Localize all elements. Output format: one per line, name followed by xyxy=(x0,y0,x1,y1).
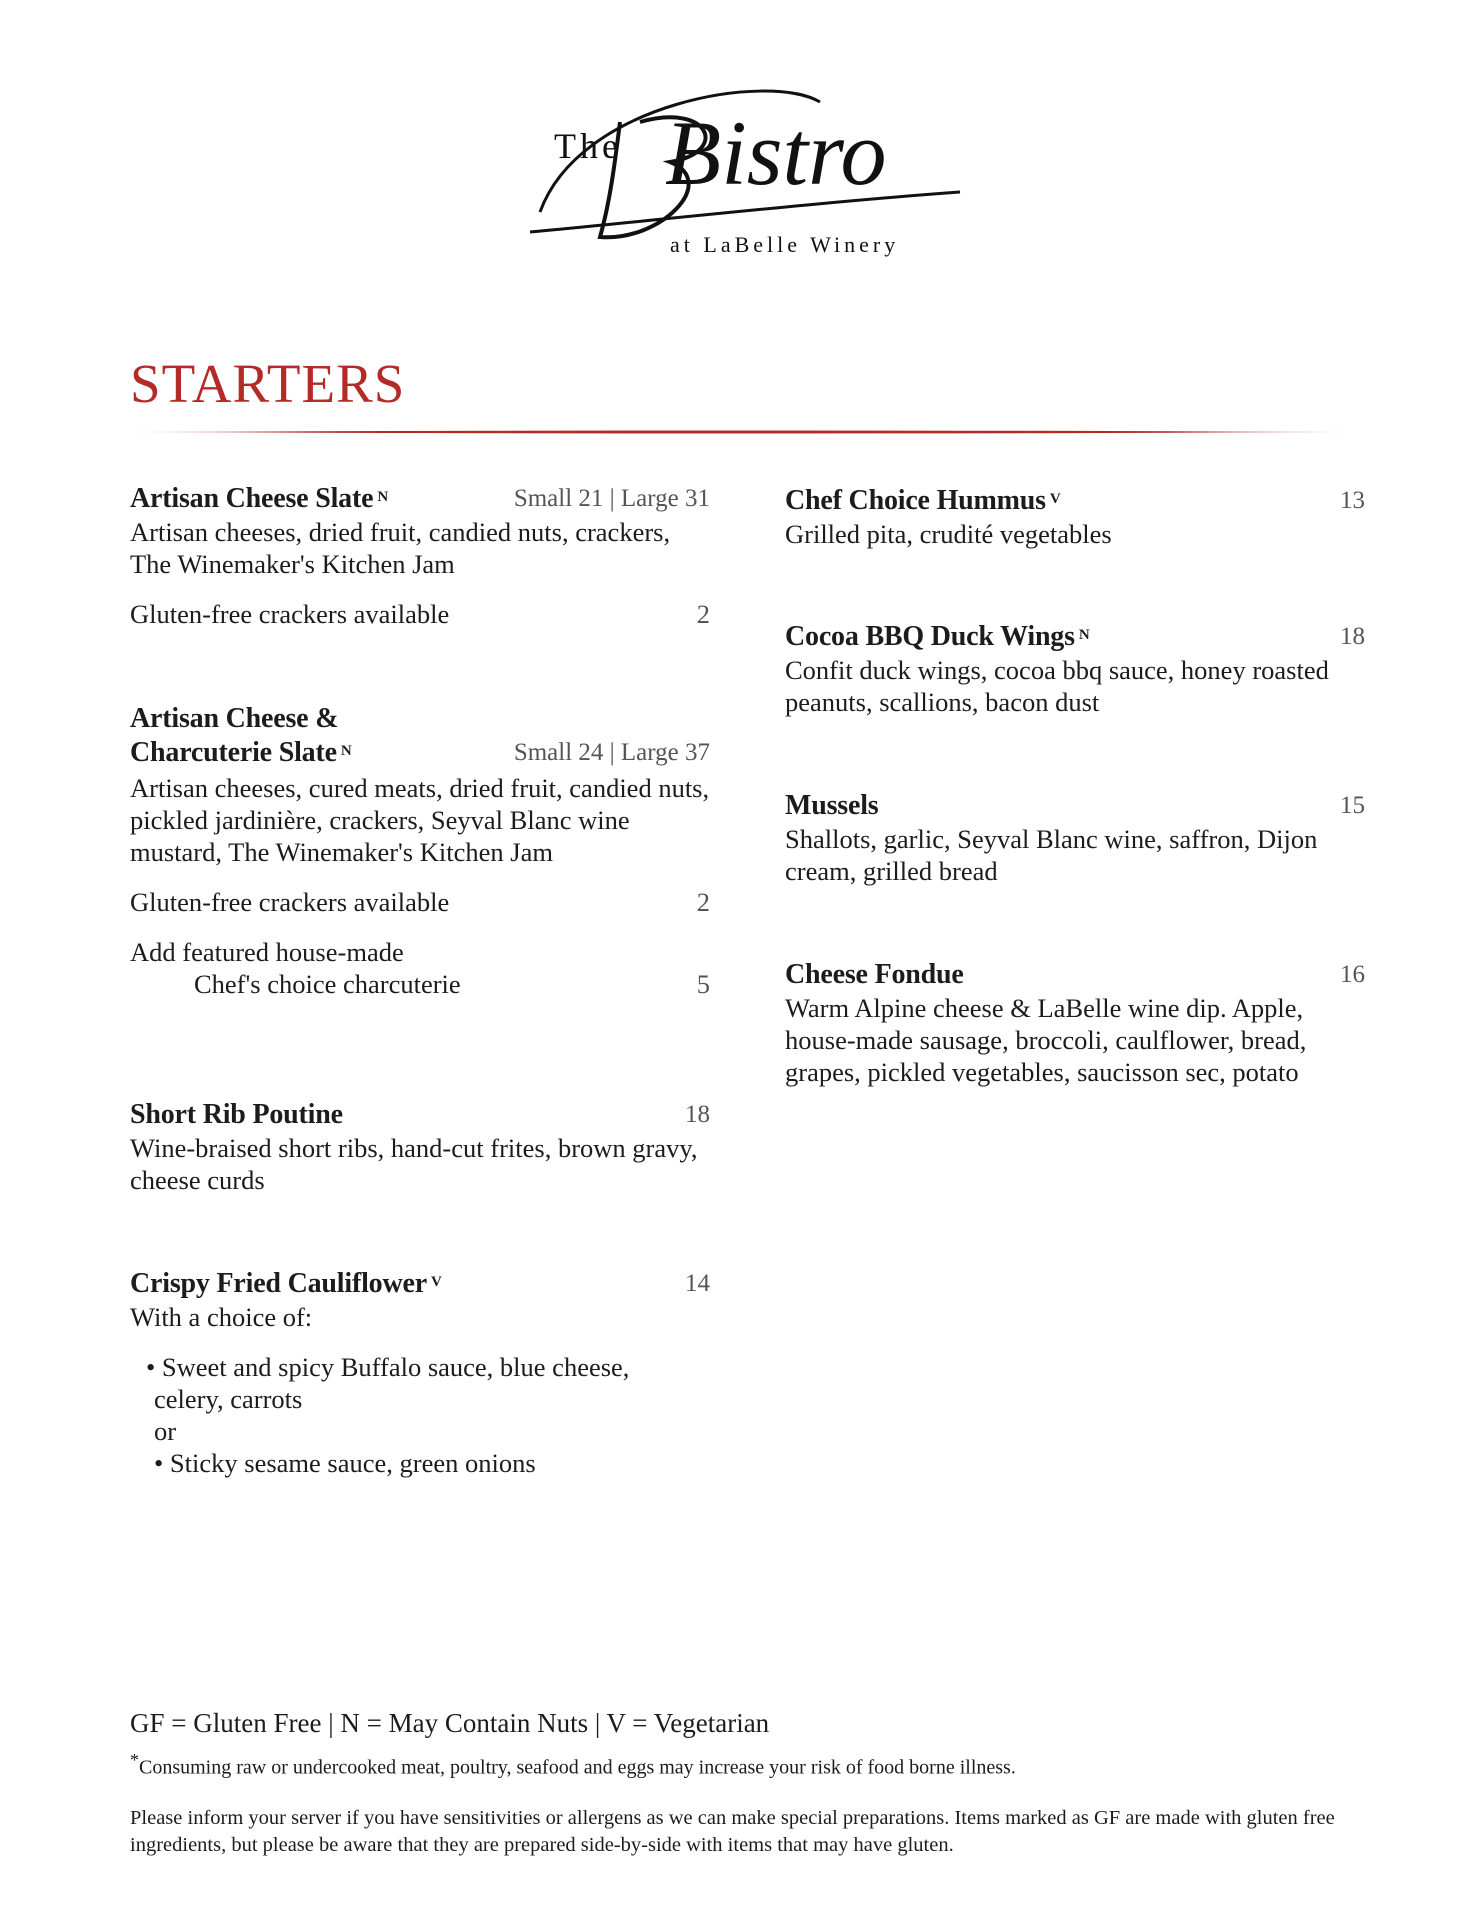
menu-item-cheese-fondue xyxy=(785,958,1365,1088)
item-description: Artisan cheeses, cured meats, dried fruit, candied nuts, pickled jardinière, crackers, Seyval Blanc wine mustard, The Winemaker's Kitchen Jam xyxy=(130,773,710,867)
vegetarian-mark: V xyxy=(430,1274,442,1290)
nuts-mark: N xyxy=(1078,627,1090,643)
menu-item-cheese-charcuterie-slate xyxy=(130,702,710,1000)
option-price: 2 xyxy=(696,599,710,629)
item-description: Warm Alpine cheese & LaBelle wine dip. Apple, house-made sausage, broccoli, caulflower, bread, grapes, pickled vegetables, saucisson sec, potato xyxy=(785,993,1307,1087)
allergen-notice: Please inform your server if you have sensitivities or allergens as we can make special preparations. Items marked as GF are made with gluten free ingredients, but please be aware that they are prepared side-by-side with items that may have gluten. xyxy=(130,1807,1335,1856)
item-price: 13 xyxy=(1340,487,1365,514)
item-name: Artisan Cheese & Charcuterie Slate $^N$ xyxy=(130,703,352,768)
vegetarian-mark: V xyxy=(1049,491,1061,507)
choice-line: celery, carrots xyxy=(154,1384,303,1414)
menu-item-short-rib-poutine xyxy=(130,1098,710,1196)
item-description: With a choice of: xyxy=(130,1302,313,1332)
item-name: Cocoa BBQ Duck Wings $^N$ xyxy=(785,621,1090,652)
item-description: Confit duck wings, cocoa bbq sauce, honey roasted peanuts, scallions, bacon dust xyxy=(785,655,1329,717)
choice-line: or xyxy=(154,1416,177,1446)
item-name: Short Rib Poutine xyxy=(130,1099,343,1130)
choice-line: • Sweet and spicy Buffalo sauce, blue cheese, xyxy=(146,1352,630,1382)
item-price: Small 21 | Large 31 xyxy=(513,485,710,512)
gluten-free-option xyxy=(130,886,710,918)
item-price: 16 xyxy=(1340,961,1365,988)
menu-item-mussels xyxy=(785,789,1365,887)
item-name: Cheese Fondue xyxy=(785,959,964,990)
logo-the: The xyxy=(554,126,622,166)
item-name: Mussels xyxy=(785,790,879,821)
nuts-mark: N xyxy=(340,743,352,759)
addon-price: 5 xyxy=(696,969,710,999)
item-price: 15 xyxy=(1340,792,1365,819)
item-price: Small 24 | Large 37 xyxy=(513,739,710,766)
addon-label-line1: Add featured house-made xyxy=(130,937,404,967)
item-description: Artisan cheeses, dried fruit, candied nuts, crackers, The Winemaker's Kitchen Jam xyxy=(130,517,671,579)
charcuterie-addon xyxy=(130,936,710,1000)
item-price: 18 xyxy=(685,1101,710,1128)
menu-item-crispy-fried-cauliflower xyxy=(130,1267,710,1479)
asterisk: * xyxy=(130,1750,139,1770)
dietary-legend: GF = Gluten Free | N = May Contain Nuts | V = Vegetarian xyxy=(130,1708,770,1738)
title-divider xyxy=(130,430,1350,434)
bistro-logo xyxy=(520,62,970,262)
item-name: Artisan Cheese Slate $^N$ xyxy=(130,483,388,514)
logo-subtitle: at LaBelle Winery xyxy=(670,232,900,257)
menu-item-artisan-cheese-slate xyxy=(130,482,710,630)
item-price: 14 xyxy=(685,1270,710,1297)
item-price: 18 xyxy=(1340,623,1365,650)
bistro-logo-graphic xyxy=(520,62,970,262)
item-description: Grilled pita, crudité vegetables xyxy=(785,519,1112,549)
addon-label-line2: Chef's choice charcuterie xyxy=(194,969,461,999)
option-price: 2 xyxy=(696,887,710,917)
item-name: Chef Choice Hummus $^V$ xyxy=(785,485,1061,516)
logo-name: Bistro xyxy=(665,102,887,204)
choice-line: • Sticky sesame sauce, green onions xyxy=(154,1448,536,1478)
gluten-free-option xyxy=(130,598,710,630)
menu-item-cocoa-bbq-duck-wings xyxy=(785,620,1365,718)
food-safety-warning: *Consuming raw or undercooked meat, poultry, seafood and eggs may increase your risk of food borne illness. xyxy=(130,1750,1016,1779)
menu-item-chef-choice-hummus xyxy=(785,484,1365,550)
item-description: Wine-braised short ribs, hand-cut frites, brown gravy, cheese curds xyxy=(130,1133,698,1195)
option-label: Gluten-free crackers available xyxy=(130,887,450,917)
item-description: Shallots, garlic, Seyval Blanc wine, saffron, Dijon cream, grilled bread xyxy=(785,824,1318,886)
option-label: Gluten-free crackers available xyxy=(130,599,450,629)
sauce-choice-list xyxy=(146,1351,710,1479)
item-name: Crispy Fried Cauliflower $^V$ xyxy=(130,1268,442,1299)
section-title: STARTERS xyxy=(130,353,406,414)
nuts-mark: N xyxy=(377,489,388,505)
